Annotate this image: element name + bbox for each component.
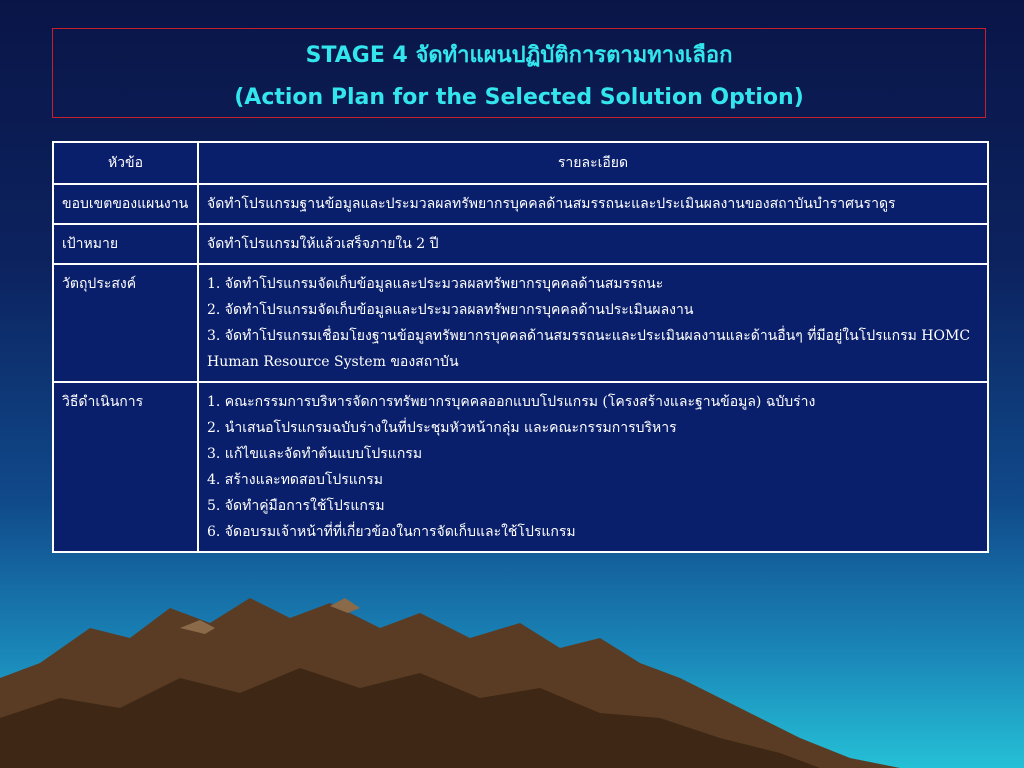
title-box	[52, 28, 986, 118]
header-topic: หัวข้อ	[53, 142, 198, 184]
detail-item: 1. จัดทำโปรแกรมจัดเก็บข้อมูลและประมวลผลทรัพยากรบุคคลด้านสมรรถนะ	[207, 276, 664, 292]
detail-item: 3. จัดทำโปรแกรมเชื่อมโยงฐานข้อมูลทรัพยากรบุคคลด้านสมรรถนะและประเมินผลงานและด้านอื่นๆ ที่มีอยู่ในโปรแกรม HOMC Human Resource System ของสถาบัน	[207, 328, 971, 370]
detail-item: จัดทำโปรแกรมให้แล้วเสร็จภายใน 2 ปี	[207, 236, 439, 252]
header-details: รายละเอียด	[198, 142, 988, 184]
detail-item: 3. แก้ไขและจัดทำต้นแบบโปรแกรม	[207, 446, 423, 462]
table-row	[53, 382, 988, 552]
table-row	[53, 264, 988, 382]
table-row	[53, 184, 988, 224]
title-line-1: STAGE 4 จัดทำแผนปฏิบัติการตามทางเลือก	[305, 43, 733, 68]
detail-item: 1. คณะกรรมการบริหารจัดการทรัพยากรบุคคลออกแบบโปรแกรม (โครงสร้างและฐานข้อมูล) ฉบับร่าง	[207, 394, 816, 410]
row-details-target	[198, 224, 988, 264]
detail-item: จัดทำโปรแกรมฐานข้อมูลและประมวลผลทรัพยากรบุคคลด้านสมรรถนะและประเมินผลงานของสถาบันบำราศนราดูร	[207, 196, 896, 212]
row-topic-method: วิธีดำเนินการ	[53, 382, 198, 552]
detail-item: 2. จัดทำโปรแกรมจัดเก็บข้อมูลและประมวลผลทรัพยากรบุคคลด้านประเมินผลงาน	[207, 302, 694, 318]
detail-item: 4. สร้างและทดสอบโปรแกรม	[207, 472, 384, 488]
mountain-landscape	[0, 568, 1024, 768]
row-details-method	[198, 382, 988, 552]
detail-item: 6. จัดอบรมเจ้าหน้าที่ที่เกี่ยวข้องในการจัดเก็บและใช้โปรแกรม	[207, 524, 576, 540]
row-details-objectives	[198, 264, 988, 382]
table-row	[53, 224, 988, 264]
table-header-row	[53, 142, 988, 184]
detail-item: 5. จัดทำคู่มือการใช้โปรแกรม	[207, 498, 385, 514]
detail-item: 2. นำเสนอโปรแกรมฉบับร่างในที่ประชุมหัวหน้ากลุ่ม และคณะกรรมการบริหาร	[207, 420, 677, 436]
row-topic-target: เป้าหมาย	[53, 224, 198, 264]
action-plan-table	[52, 141, 989, 553]
title-line-2: (Action Plan for the Selected Solution Option)	[234, 85, 804, 110]
row-topic-objectives: วัตถุประสงค์	[53, 264, 198, 382]
row-topic-scope: ขอบเขตของแผนงาน	[53, 184, 198, 224]
row-details-scope	[198, 184, 988, 224]
